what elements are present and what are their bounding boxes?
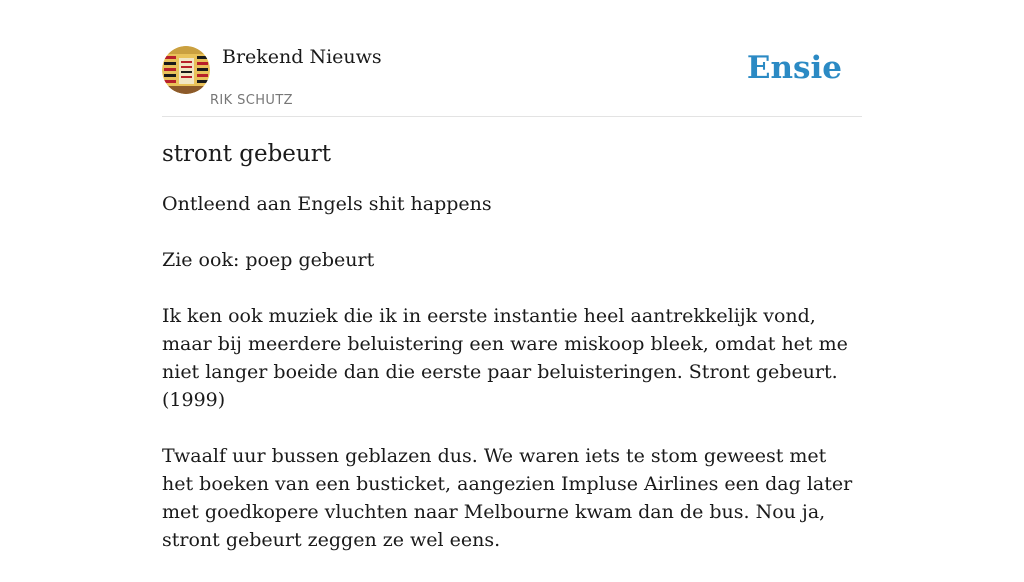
header [162,0,862,117]
author-name[interactable]: RIK SCHUTZ [210,93,293,108]
entry-paragraph: Twaalf uur bussen geblazen dus. We waren iets te stom geweest met het boeken van een busticket, aangezien Impluse Airlines een dag later met goedkopere vluchten naar Melbourne kwam dan de bus. Nou ja, stront gebeurt zeggen ze wel eens. [162,445,853,551]
collection-name[interactable]: Brekend Nieuws [222,46,382,68]
collection-avatar-icon[interactable] [162,46,210,94]
entry-text [162,190,862,554]
entry-paragraph: Zie ook: poep gebeurt [162,249,375,271]
entry-content [162,138,862,582]
brand-logo[interactable]: Ensie [746,50,842,86]
entry-paragraph: Ik ken ook muziek die ik in eerste instantie heel aantrekkelijk vond, maar bij meerdere beluistering een ware miskoop bleek, omdat het me niet langer boeide dan die eerste paar beluisteringen. Stront gebeurt. (1999) [162,305,848,411]
entry-title: stront gebeurt [162,141,331,167]
page [162,0,862,551]
entry-paragraph: Ontleend aan Engels shit happens [162,193,492,215]
